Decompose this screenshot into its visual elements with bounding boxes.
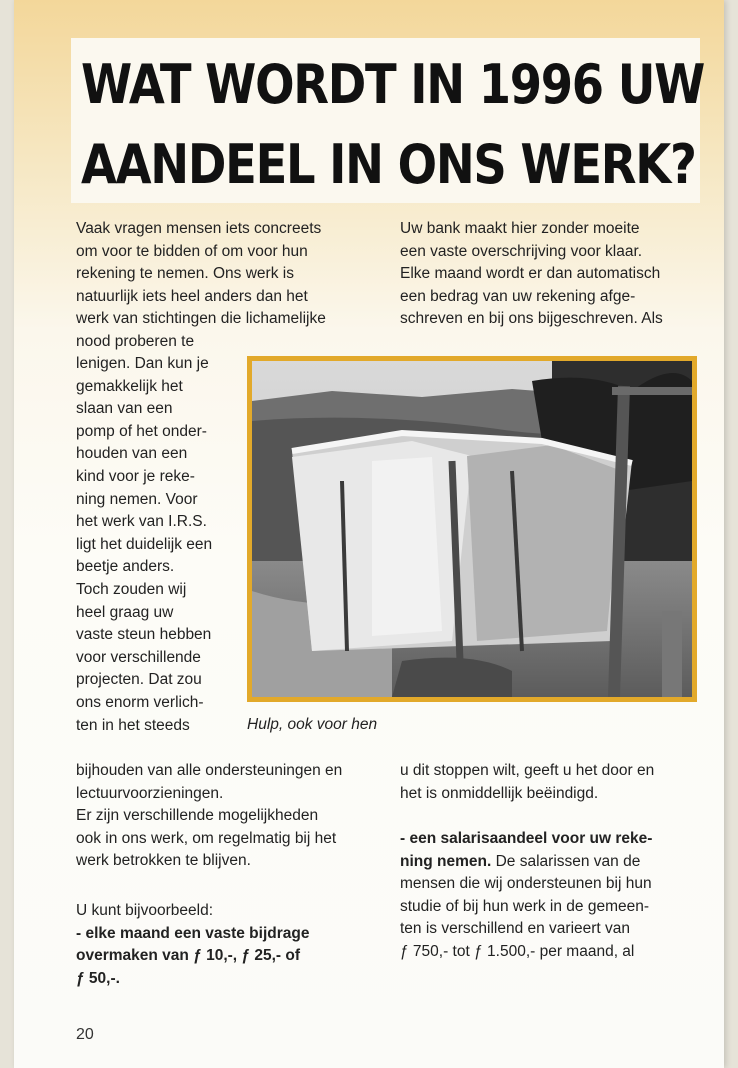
body-line: ligt het duidelijk een <box>76 535 213 553</box>
left-column-intro <box>76 218 386 353</box>
right-column-continued <box>400 760 705 805</box>
option-2-heading: - een salarisaandeel voor uw reke- <box>400 830 653 847</box>
body-line: schreven en bij ons bijgeschreven. Als <box>400 310 663 327</box>
body-line: lectuurvoorzieningen. <box>76 784 224 802</box>
body-line: voor verschillende <box>76 648 201 666</box>
body-line: ook in ons werk, om regelmatig bij het <box>76 829 337 847</box>
option-2-heading-end: ning nemen. <box>400 852 492 870</box>
body-line: ons enorm verlich- <box>76 693 204 711</box>
body-line: lenigen. Dan kun je <box>76 355 209 372</box>
body-line: ning nemen. Voor <box>76 490 198 508</box>
tent-photo <box>247 356 697 702</box>
left-column-narrow <box>76 353 244 737</box>
body-line: rekening te nemen. Ons werk is <box>76 265 294 282</box>
body-line: ten is verschillend en varieert van <box>400 920 631 937</box>
body-line: het is onmiddellijk beëindigd. <box>400 784 599 802</box>
body-line: Uw bank maakt hier zonder moeite <box>400 220 640 237</box>
body-line: het werk van I.R.S. <box>76 513 207 531</box>
page <box>14 0 724 1068</box>
body-line: werk betrokken te blijven. <box>76 852 251 869</box>
body-line: Vaak vragen mensen iets concreets <box>76 220 322 237</box>
body-line: Er zijn verschillende mogelijkheden <box>76 807 319 824</box>
body-line: houden van een <box>76 445 188 463</box>
option-2-line <box>400 851 705 874</box>
body-line: nood proberen te <box>76 332 195 350</box>
option-1-line: overmaken van ƒ 10,-, ƒ 25,- of <box>76 947 300 964</box>
body-line: bijhouden van alle ondersteuningen en <box>76 762 343 779</box>
body-line: Elke maand wordt er dan automatisch <box>400 265 661 282</box>
option-intro-text: U kunt bijvoorbeeld: <box>76 902 213 919</box>
body-line: studie of bij hun werk in de gemeen- <box>400 897 650 915</box>
headline-box <box>71 38 705 203</box>
body-line: kind voor je reke- <box>76 467 195 485</box>
body-line: een vaste overschrijving voor klaar. <box>400 242 643 260</box>
body-line: werk van stichtingen die lichamelijke <box>76 310 326 327</box>
left-column-continued <box>76 760 386 873</box>
body-line: u dit stoppen wilt, geeft u het door en <box>400 762 655 779</box>
headline-line-1: WAT WORDT IN 1996 UW <box>81 53 705 116</box>
body-line: natuurlijk iets heel anders dan het <box>76 287 308 305</box>
page-number: 20 <box>76 1026 94 1043</box>
body-line: mensen die wij ondersteunen bij hun <box>400 875 652 892</box>
option-1-line: ƒ 50,-. <box>76 969 120 987</box>
options-intro <box>76 900 386 990</box>
body-line: gemakkelijk het <box>76 377 183 395</box>
option-1-line: - elke maand een vaste bijdrage <box>76 924 310 942</box>
body-line: heel graag uw <box>76 603 174 621</box>
body-line: vaste steun hebben <box>76 626 212 644</box>
body-line: slaan van een <box>76 400 173 418</box>
body-line: pomp of het onder- <box>76 422 207 440</box>
right-column-intro <box>400 218 700 331</box>
option-2 <box>400 828 705 963</box>
tent-photo-image <box>252 361 692 697</box>
photo-caption: Hulp, ook voor hen <box>247 716 378 733</box>
body-line: ten in het steeds <box>76 716 190 734</box>
body-line: om voor te bidden of om voor hun <box>76 242 308 260</box>
headline-line-2: AANDEEL IN ONS WERK? <box>81 133 696 196</box>
body-line: projecten. Dat zou <box>76 671 202 689</box>
body-line: ƒ 750,- tot ƒ 1.500,- per maand, al <box>400 942 635 960</box>
option-2-text: De salarissen van de <box>491 852 641 870</box>
body-line: Toch zouden wij <box>76 580 187 598</box>
body-line: beetje anders. <box>76 558 175 576</box>
body-line: een bedrag van uw rekening afge- <box>400 287 636 305</box>
